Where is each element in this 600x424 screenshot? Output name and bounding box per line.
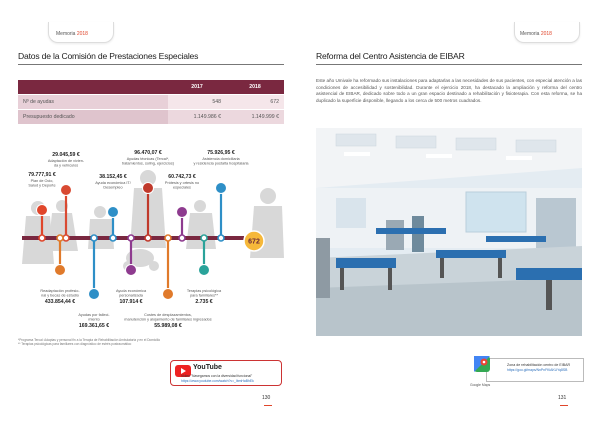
category-label: Ayudas por falleci- <box>78 313 110 317</box>
header-tab-text: Memoria 2018 <box>56 31 88 37</box>
category-amount: 96.470,07 € <box>134 150 162 156</box>
table-cell: 548 <box>168 95 226 110</box>
category-icon <box>216 183 227 194</box>
video-link[interactable]: https://www.youtube.com/watch?v=_lbmHaBhEk <box>181 379 254 383</box>
timeline-dot <box>57 235 63 241</box>
category-icon <box>61 185 72 196</box>
timeline-dot <box>128 235 134 241</box>
page-mark <box>264 405 272 406</box>
maps-link-box[interactable] <box>486 358 584 382</box>
timeline-dot <box>63 235 69 241</box>
category-label: Ayuda económica <box>115 289 147 293</box>
timeline-dot <box>39 235 45 241</box>
category-icon <box>126 265 137 276</box>
timeline-dot <box>91 235 97 241</box>
category-label: Costes de desplazamientos, <box>144 313 192 317</box>
footnote: *Programa Tercal: Adaptas y personal fin a la Terapia de Rehabilitación Ambulatoria y en el Domicilio <box>18 338 161 342</box>
maps-title: Zona de rehabilitación centro de EIBAR <box>507 363 571 367</box>
category-label: Ayuda económica IT/ <box>95 181 131 185</box>
table-header-cell: 2017 <box>168 80 226 95</box>
category-amount: 38.152,45 € <box>99 174 127 180</box>
category-amount: 2.735 € <box>195 299 213 305</box>
title-rule <box>316 64 582 65</box>
youtube-name: YouTube <box>193 364 222 371</box>
table-cell: Presupuesto dedicado <box>18 110 168 125</box>
table-header-cell: 2018 <box>226 80 284 95</box>
timeline-dot <box>179 235 185 241</box>
page-number: 130 <box>262 395 271 401</box>
category-label: tratamientos, sollng, ejercicios) <box>121 161 175 166</box>
timeline-dot <box>165 235 171 241</box>
table-cell: 1.149.986 € <box>168 110 226 125</box>
category-label: Ayudas técnicas (Tercal*, <box>126 157 170 161</box>
right-page <box>300 0 600 424</box>
category-amount: 60.742,73 € <box>168 174 196 180</box>
timeline-dot <box>218 235 224 241</box>
footnotes <box>18 338 288 347</box>
maps-link[interactable]: https://goo.gl/maps/NnPnFKiAKUYq8SB <box>507 368 568 372</box>
rehab-center-photo <box>316 128 582 336</box>
timeline-dot <box>145 235 151 241</box>
table-cell: Nº de ayudas <box>18 95 168 110</box>
category-amount: 107.914 € <box>119 299 143 305</box>
category-label: Asistencia domiciliaria <box>202 157 240 161</box>
category-label: Desempleo <box>103 185 123 190</box>
table-cell: 1.149.999 € <box>226 110 284 125</box>
timeline-dot <box>201 235 207 241</box>
body-text: Este año Umivale ha reformado sus instalaciones para adaptarlas a las necesidades de sus pacientes, con especial atención a las condiciones de accesibilidad y sostenibilidad. Durante el ejercicio 2018, ha destacado la ampliación y reforma del centro asistencial de EIBAR, dedicado sobre todo a un gran espacio destinado a rehabilitación y fisioterapia. Con esta reforma, se ha duplicado la superficie disponible, llegando a los cerca de 500 metros cuadrados. <box>316 78 582 103</box>
category-amount: 169.361,65 € <box>78 323 110 329</box>
timeline-dot <box>110 235 116 241</box>
total-value: 672 <box>248 238 260 246</box>
category-label: Plan de Ocio, <box>30 179 54 183</box>
category-label: Terapias psicológica <box>186 289 222 293</box>
google-maps-icon <box>473 355 491 373</box>
category-label: nal y becas de estudio <box>41 293 79 298</box>
footnote: ** Terapias psicológicas para familiares con diagnóstico de estrés postraumático <box>18 342 132 347</box>
table-cell: 672 <box>226 95 284 110</box>
video-title: Vídeo "Navegamos con la diversidad funcional" <box>181 374 253 378</box>
category-icon <box>89 289 100 300</box>
header-tab-text: Memoria 2018 <box>520 31 552 37</box>
category-icon <box>177 207 188 218</box>
category-amount: 79.777,91 € <box>28 172 56 178</box>
section-title: Datos de la Comisión de Prestaciones Especiales <box>18 51 199 61</box>
category-label: Readaptación profesio- <box>40 289 80 293</box>
youtube-link-box[interactable] <box>170 360 282 386</box>
category-label: manutención y alojamiento de familiares ingresados <box>124 317 212 322</box>
category-label: miento <box>88 317 100 322</box>
category-amount: 433.854,44 € <box>44 299 76 305</box>
category-icon <box>163 289 174 300</box>
category-icon <box>199 265 210 276</box>
category-amount: 75.926,95 € <box>207 150 235 156</box>
google-maps-label: Google Maps <box>470 383 491 387</box>
category-label: especiales <box>173 185 191 190</box>
category-label: Salud y Deporte <box>28 183 56 188</box>
category-label: Prótesis y ortesis no <box>164 181 200 185</box>
page-mark <box>560 405 568 406</box>
category-label: da y vehículos <box>53 163 79 168</box>
category-amount: 55.989,08 € <box>154 323 182 329</box>
category-label: Adaptación de vivien- <box>47 159 85 163</box>
page-number: 131 <box>558 395 567 401</box>
section-title: Reforma del Centro Asistencia de EIBAR <box>316 51 465 61</box>
category-label: y residencia postalta hospitalaria <box>193 161 249 166</box>
category-label: para familiares** <box>190 293 218 298</box>
category-icon <box>55 265 66 276</box>
category-amount: 29.045,59 € <box>52 152 80 158</box>
category-icon <box>108 207 119 218</box>
category-icon <box>143 183 154 194</box>
category-icon <box>37 205 48 216</box>
category-label: personalizada <box>119 293 143 298</box>
